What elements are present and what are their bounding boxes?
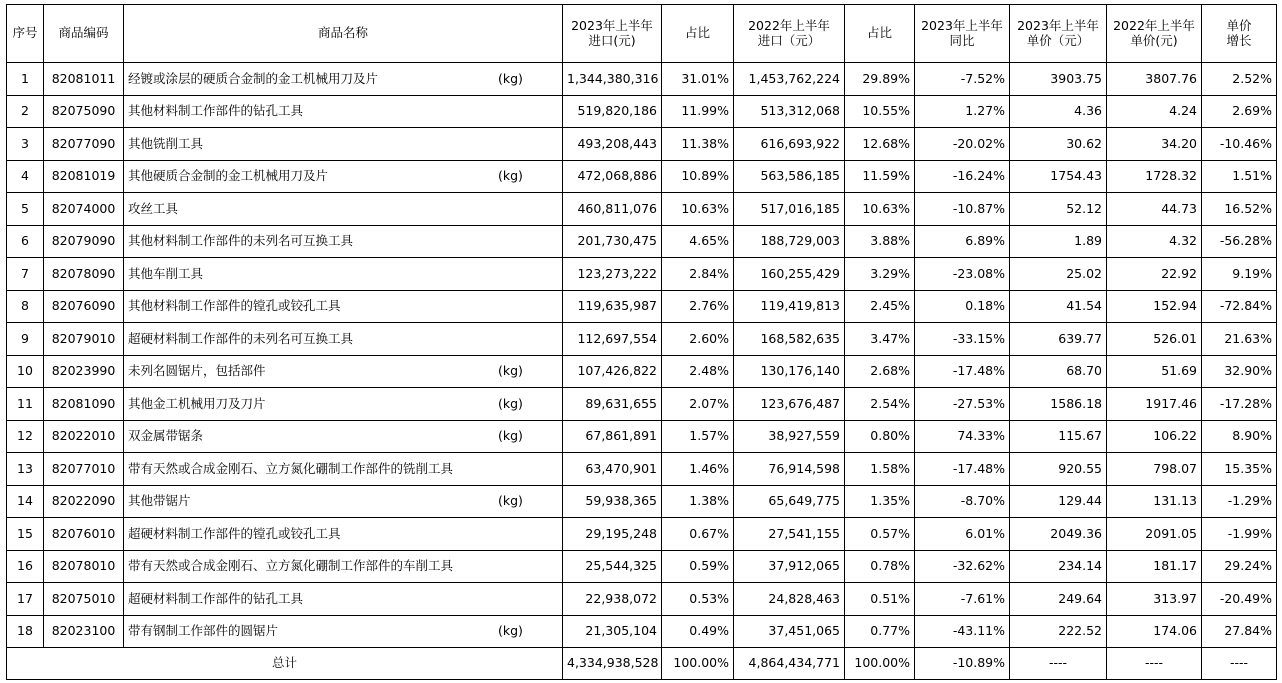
- cell-name: [124, 225, 563, 258]
- cell-share-2023: 0.49%: [662, 615, 734, 648]
- header-line: 2023年上半年: [571, 18, 653, 34]
- cell-import-2023: 59,938,365: [563, 485, 662, 518]
- header-line: 占比: [866, 25, 892, 41]
- cell-price-growth: 2.52%: [1202, 63, 1277, 96]
- cell-share-2022: 0.51%: [845, 583, 915, 616]
- cell-share-2023: 2.07%: [662, 388, 734, 421]
- header-line: 单价: [1226, 18, 1252, 34]
- product-unit: (kg): [498, 363, 523, 379]
- cell-import-2022: 616,693,922: [734, 128, 845, 161]
- cell-share-2022: 2.45%: [845, 290, 915, 323]
- cell-code: 82079010: [44, 323, 124, 356]
- cell-import-2023: 519,820,186: [563, 95, 662, 128]
- cell-share-2022: 3.29%: [845, 258, 915, 291]
- cell-share-2022: 12.68%: [845, 128, 915, 161]
- cell-price-growth: 29.24%: [1202, 550, 1277, 583]
- cell-import-2023: 63,470,901: [563, 453, 662, 486]
- cell-yoy: -23.08%: [915, 258, 1010, 291]
- product-name: 其他铣削工具: [128, 135, 204, 151]
- cell-import-2022: 24,828,463: [734, 583, 845, 616]
- table-row: [7, 550, 1277, 583]
- cell-no: 13: [7, 453, 44, 486]
- header-name: [124, 5, 563, 63]
- cell-import-2023: 112,697,554: [563, 323, 662, 356]
- cell-price-2022: 798.07: [1107, 453, 1202, 486]
- cell-price-2023: 4.36: [1010, 95, 1107, 128]
- cell-price-growth: 9.19%: [1202, 258, 1277, 291]
- cell-name: [124, 420, 563, 453]
- total-row: [7, 648, 1277, 680]
- cell-import-2022: 38,927,559: [734, 420, 845, 453]
- total-cell-yoy: -10.89%: [915, 648, 1010, 680]
- cell-price-2022: 1917.46: [1107, 388, 1202, 421]
- cell-price-2022: 526.01: [1107, 323, 1202, 356]
- cell-import-2022: 65,649,775: [734, 485, 845, 518]
- cell-no: 9: [7, 323, 44, 356]
- cell-price-2022: 131.13: [1107, 485, 1202, 518]
- cell-name: [124, 518, 563, 551]
- cell-price-2022: 51.69: [1107, 355, 1202, 388]
- cell-share-2022: 11.59%: [845, 160, 915, 193]
- cell-no: 7: [7, 258, 44, 291]
- cell-price-2023: 222.52: [1010, 615, 1107, 648]
- cell-price-2023: 30.62: [1010, 128, 1107, 161]
- cell-name: [124, 355, 563, 388]
- cell-import-2023: 460,811,076: [563, 193, 662, 226]
- header-line: 2023年上半年: [921, 18, 1003, 34]
- cell-no: 10: [7, 355, 44, 388]
- table-row: [7, 290, 1277, 323]
- table-row: [7, 485, 1277, 518]
- cell-share-2022: 1.58%: [845, 453, 915, 486]
- cell-price-growth: 16.52%: [1202, 193, 1277, 226]
- cell-name: [124, 453, 563, 486]
- cell-yoy: -17.48%: [915, 355, 1010, 388]
- total-cell-price-growth: ----: [1202, 648, 1277, 680]
- header-line: 2022年上半年: [1113, 18, 1195, 34]
- cell-import-2022: 188,729,003: [734, 225, 845, 258]
- cell-import-2022: 119,419,813: [734, 290, 845, 323]
- cell-yoy: 74.33%: [915, 420, 1010, 453]
- cell-yoy: -27.53%: [915, 388, 1010, 421]
- table-row: [7, 420, 1277, 453]
- cell-no: 1: [7, 63, 44, 96]
- cell-share-2022: 0.57%: [845, 518, 915, 551]
- cell-price-2022: 174.06: [1107, 615, 1202, 648]
- cell-code: 82078090: [44, 258, 124, 291]
- header-line: 单价(元): [1130, 32, 1178, 48]
- product-name: 带有天然或合成金刚石、立方氮化硼制工作部件的铣削工具: [128, 460, 454, 476]
- product-name: 双金属带锯条: [128, 428, 204, 444]
- product-unit: (kg): [498, 395, 523, 411]
- product-name: 带有天然或合成金刚石、立方氮化硼制工作部件的车削工具: [128, 558, 454, 574]
- cell-yoy: -8.70%: [915, 485, 1010, 518]
- cell-import-2023: 1,344,380,316: [563, 63, 662, 96]
- cell-import-2022: 160,255,429: [734, 258, 845, 291]
- cell-no: 14: [7, 485, 44, 518]
- table-row: [7, 615, 1277, 648]
- cell-share-2023: 0.59%: [662, 550, 734, 583]
- header-import-2023: [563, 5, 662, 63]
- table-row: [7, 583, 1277, 616]
- cell-name: [124, 550, 563, 583]
- cell-price-2022: 34.20: [1107, 128, 1202, 161]
- cell-no: 5: [7, 193, 44, 226]
- cell-price-2023: 41.54: [1010, 290, 1107, 323]
- cell-price-growth: 32.90%: [1202, 355, 1277, 388]
- product-unit: (kg): [498, 168, 523, 184]
- header-import-2022: [734, 5, 845, 63]
- table-row: [7, 518, 1277, 551]
- cell-import-2023: 89,631,655: [563, 388, 662, 421]
- cell-import-2022: 76,914,598: [734, 453, 845, 486]
- cell-name: [124, 95, 563, 128]
- cell-yoy: -10.87%: [915, 193, 1010, 226]
- cell-price-2023: 2049.36: [1010, 518, 1107, 551]
- cell-price-growth: 27.84%: [1202, 615, 1277, 648]
- cell-share-2023: 1.46%: [662, 453, 734, 486]
- cell-yoy: -16.24%: [915, 160, 1010, 193]
- cell-share-2023: 1.57%: [662, 420, 734, 453]
- cell-price-2022: 1728.32: [1107, 160, 1202, 193]
- cell-price-2022: 4.32: [1107, 225, 1202, 258]
- cell-price-2022: 106.22: [1107, 420, 1202, 453]
- cell-yoy: -20.02%: [915, 128, 1010, 161]
- cell-import-2023: 472,068,886: [563, 160, 662, 193]
- header-line: 单价（元）: [1026, 32, 1090, 48]
- total-label: 总计: [7, 648, 563, 680]
- cell-import-2023: 493,208,443: [563, 128, 662, 161]
- total-cell-price-2023: ----: [1010, 648, 1107, 680]
- cell-import-2022: 37,912,065: [734, 550, 845, 583]
- cell-code: 82022010: [44, 420, 124, 453]
- cell-price-growth: 15.35%: [1202, 453, 1277, 486]
- cell-share-2023: 0.53%: [662, 583, 734, 616]
- cell-share-2023: 2.60%: [662, 323, 734, 356]
- cell-name: [124, 63, 563, 96]
- cell-no: 17: [7, 583, 44, 616]
- cell-yoy: -32.62%: [915, 550, 1010, 583]
- table-row: [7, 95, 1277, 128]
- cell-share-2023: 10.63%: [662, 193, 734, 226]
- cell-price-2022: 44.73: [1107, 193, 1202, 226]
- header-line: 商品编码: [58, 25, 109, 41]
- cell-price-2022: 22.92: [1107, 258, 1202, 291]
- cell-import-2022: 1,453,762,224: [734, 63, 845, 96]
- cell-yoy: -7.61%: [915, 583, 1010, 616]
- cell-import-2023: 22,938,072: [563, 583, 662, 616]
- cell-code: 82075010: [44, 583, 124, 616]
- cell-share-2023: 2.48%: [662, 355, 734, 388]
- cell-no: 12: [7, 420, 44, 453]
- table-body: [7, 63, 1277, 680]
- cell-price-growth: 8.90%: [1202, 420, 1277, 453]
- cell-price-growth: -1.29%: [1202, 485, 1277, 518]
- cell-code: 82081090: [44, 388, 124, 421]
- table-row: [7, 258, 1277, 291]
- cell-import-2022: 27,541,155: [734, 518, 845, 551]
- cell-share-2022: 3.88%: [845, 225, 915, 258]
- cell-no: 4: [7, 160, 44, 193]
- header-share-2023: [662, 5, 734, 63]
- cell-share-2023: 0.67%: [662, 518, 734, 551]
- cell-share-2023: 10.89%: [662, 160, 734, 193]
- cell-price-2022: 3807.76: [1107, 63, 1202, 96]
- table-row: [7, 323, 1277, 356]
- product-name: 超硬材料制工作部件的镗孔或铰孔工具: [128, 525, 341, 541]
- header-no: [7, 5, 44, 63]
- cell-import-2022: 563,586,185: [734, 160, 845, 193]
- header-line: 进口（元）: [757, 32, 821, 48]
- cell-price-2023: 3903.75: [1010, 63, 1107, 96]
- header-line: 同比: [949, 32, 975, 48]
- cell-code: 82023990: [44, 355, 124, 388]
- product-unit: (kg): [498, 623, 523, 639]
- cell-import-2022: 168,582,635: [734, 323, 845, 356]
- cell-share-2023: 11.99%: [662, 95, 734, 128]
- cell-import-2023: 21,305,104: [563, 615, 662, 648]
- cell-import-2023: 123,273,222: [563, 258, 662, 291]
- cell-price-growth: -72.84%: [1202, 290, 1277, 323]
- cell-name: [124, 388, 563, 421]
- header-code: [44, 5, 124, 63]
- cell-import-2022: 130,176,140: [734, 355, 845, 388]
- cell-price-2022: 2091.05: [1107, 518, 1202, 551]
- cell-no: 3: [7, 128, 44, 161]
- cell-price-growth: -17.28%: [1202, 388, 1277, 421]
- cell-code: 82079090: [44, 225, 124, 258]
- cell-price-2022: 313.97: [1107, 583, 1202, 616]
- header-line: 2023年上半年: [1017, 18, 1099, 34]
- header-share-2022: [845, 5, 915, 63]
- product-unit: (kg): [498, 428, 523, 444]
- cell-no: 15: [7, 518, 44, 551]
- cell-share-2023: 4.65%: [662, 225, 734, 258]
- cell-price-2023: 1754.43: [1010, 160, 1107, 193]
- cell-code: 82076010: [44, 518, 124, 551]
- cell-name: [124, 583, 563, 616]
- cell-import-2022: 517,016,185: [734, 193, 845, 226]
- cell-price-2022: 152.94: [1107, 290, 1202, 323]
- cell-name: [124, 323, 563, 356]
- cell-code: 82075090: [44, 95, 124, 128]
- cell-share-2023: 1.38%: [662, 485, 734, 518]
- product-name: 经镀或涂层的硬质合金制的金工机械用刀及片: [128, 70, 379, 86]
- total-cell-price-2022: ----: [1107, 648, 1202, 680]
- cell-price-growth: -56.28%: [1202, 225, 1277, 258]
- cell-yoy: 0.18%: [915, 290, 1010, 323]
- cell-no: 8: [7, 290, 44, 323]
- cell-code: 82081011: [44, 63, 124, 96]
- total-cell-share-2022: 100.00%: [845, 648, 915, 680]
- cell-code: 82022090: [44, 485, 124, 518]
- cell-no: 18: [7, 615, 44, 648]
- cell-name: [124, 615, 563, 648]
- cell-name: [124, 258, 563, 291]
- cell-yoy: -43.11%: [915, 615, 1010, 648]
- cell-name: [124, 160, 563, 193]
- cell-price-2023: 115.67: [1010, 420, 1107, 453]
- cell-share-2022: 29.89%: [845, 63, 915, 96]
- product-name: 攻丝工具: [128, 200, 179, 216]
- product-name: 其他材料制工作部件的钻孔工具: [128, 103, 304, 119]
- cell-price-growth: 1.51%: [1202, 160, 1277, 193]
- header-line: 商品名称: [317, 25, 368, 41]
- product-name: 超硬材料制工作部件的未列名可互换工具: [128, 330, 354, 346]
- table-row: [7, 225, 1277, 258]
- product-unit: (kg): [498, 70, 523, 86]
- total-cell-import-2023: 4,334,938,528: [563, 648, 662, 680]
- cell-share-2022: 0.78%: [845, 550, 915, 583]
- cell-import-2023: 29,195,248: [563, 518, 662, 551]
- cell-no: 2: [7, 95, 44, 128]
- cell-name: [124, 485, 563, 518]
- table-row: [7, 355, 1277, 388]
- cell-yoy: -7.52%: [915, 63, 1010, 96]
- header-line: 进口(元): [588, 32, 636, 48]
- cell-code: 82077010: [44, 453, 124, 486]
- cell-price-2023: 234.14: [1010, 550, 1107, 583]
- cell-price-2023: 25.02: [1010, 258, 1107, 291]
- product-name: 其他材料制工作部件的未列名可互换工具: [128, 233, 354, 249]
- cell-no: 16: [7, 550, 44, 583]
- cell-code: 82074000: [44, 193, 124, 226]
- cell-price-2023: 68.70: [1010, 355, 1107, 388]
- cell-code: 82077090: [44, 128, 124, 161]
- header-line: 序号: [12, 25, 38, 41]
- cell-price-2023: 129.44: [1010, 485, 1107, 518]
- header-line: 2022年上半年: [748, 18, 830, 34]
- cell-share-2022: 0.77%: [845, 615, 915, 648]
- cell-name: [124, 128, 563, 161]
- cell-price-2022: 4.24: [1107, 95, 1202, 128]
- cell-import-2023: 107,426,822: [563, 355, 662, 388]
- cell-share-2022: 1.35%: [845, 485, 915, 518]
- table-row: [7, 63, 1277, 96]
- cell-price-2023: 920.55: [1010, 453, 1107, 486]
- cell-share-2022: 0.80%: [845, 420, 915, 453]
- total-cell-import-2022: 4,864,434,771: [734, 648, 845, 680]
- table-row: [7, 453, 1277, 486]
- table-row: [7, 160, 1277, 193]
- total-cell-share-2023: 100.00%: [662, 648, 734, 680]
- header-line: 增长: [1226, 32, 1252, 48]
- cell-code: 82081019: [44, 160, 124, 193]
- cell-yoy: 6.01%: [915, 518, 1010, 551]
- cell-import-2023: 25,544,325: [563, 550, 662, 583]
- product-name: 其他带锯片: [128, 493, 191, 509]
- cell-price-growth: 21.63%: [1202, 323, 1277, 356]
- cell-import-2023: 201,730,475: [563, 225, 662, 258]
- header-price-2022: [1107, 5, 1202, 63]
- cell-share-2022: 2.54%: [845, 388, 915, 421]
- cell-price-2022: 181.17: [1107, 550, 1202, 583]
- cell-price-2023: 1586.18: [1010, 388, 1107, 421]
- cell-share-2022: 3.47%: [845, 323, 915, 356]
- cell-price-2023: 249.64: [1010, 583, 1107, 616]
- table-row: [7, 128, 1277, 161]
- cell-share-2023: 11.38%: [662, 128, 734, 161]
- header-line: 占比: [684, 25, 710, 41]
- table-row: [7, 388, 1277, 421]
- cell-price-2023: 1.89: [1010, 225, 1107, 258]
- header-price-growth: [1202, 5, 1277, 63]
- cell-yoy: -17.48%: [915, 453, 1010, 486]
- cell-share-2023: 31.01%: [662, 63, 734, 96]
- product-name: 其他硬质合金制的金工机械用刀及片: [128, 168, 329, 184]
- product-name: 超硬材料制工作部件的钻孔工具: [128, 590, 304, 606]
- cell-name: [124, 193, 563, 226]
- cell-price-growth: 2.69%: [1202, 95, 1277, 128]
- cell-yoy: 6.89%: [915, 225, 1010, 258]
- product-name: 其他车削工具: [128, 265, 204, 281]
- cell-code: 82078010: [44, 550, 124, 583]
- cell-import-2022: 513,312,068: [734, 95, 845, 128]
- product-name: 未列名圆锯片，包括部件: [128, 363, 266, 379]
- cell-code: 82023100: [44, 615, 124, 648]
- product-name: 其他材料制工作部件的镗孔或铰孔工具: [128, 298, 341, 314]
- import-data-table: [6, 4, 1277, 680]
- product-unit: (kg): [498, 493, 523, 509]
- cell-price-2023: 52.12: [1010, 193, 1107, 226]
- cell-import-2023: 119,635,987: [563, 290, 662, 323]
- cell-no: 11: [7, 388, 44, 421]
- header-price-2023: [1010, 5, 1107, 63]
- cell-code: 82076090: [44, 290, 124, 323]
- cell-import-2023: 67,861,891: [563, 420, 662, 453]
- cell-price-2023: 639.77: [1010, 323, 1107, 356]
- cell-share-2022: 2.68%: [845, 355, 915, 388]
- cell-name: [124, 290, 563, 323]
- header-yoy-2023: [915, 5, 1010, 63]
- table-row: [7, 193, 1277, 226]
- cell-import-2022: 37,451,065: [734, 615, 845, 648]
- cell-share-2023: 2.76%: [662, 290, 734, 323]
- cell-yoy: -33.15%: [915, 323, 1010, 356]
- cell-share-2022: 10.55%: [845, 95, 915, 128]
- cell-price-growth: -1.99%: [1202, 518, 1277, 551]
- product-name: 其他金工机械用刀及刀片: [128, 395, 266, 411]
- cell-price-growth: -20.49%: [1202, 583, 1277, 616]
- product-name: 带有钢制工作部件的圆锯片: [128, 623, 279, 639]
- cell-share-2022: 10.63%: [845, 193, 915, 226]
- cell-price-growth: -10.46%: [1202, 128, 1277, 161]
- cell-yoy: 1.27%: [915, 95, 1010, 128]
- header-row: [7, 5, 1277, 63]
- cell-import-2022: 123,676,487: [734, 388, 845, 421]
- cell-share-2023: 2.84%: [662, 258, 734, 291]
- cell-no: 6: [7, 225, 44, 258]
